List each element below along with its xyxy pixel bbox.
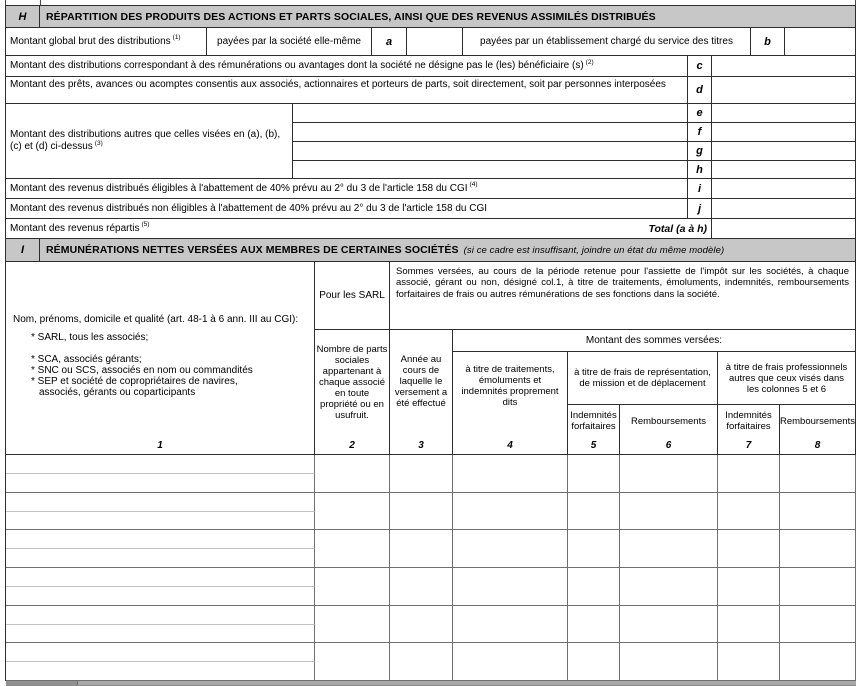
col7-label: Indemnités forfaitaires — [725, 410, 772, 432]
row-i-label — [6, 179, 688, 199]
col4-number: 4 — [507, 440, 513, 451]
member-entry-cell-col2[interactable] — [315, 455, 390, 493]
total-row-label-text: Montant des revenus répartis — [10, 222, 140, 234]
group-56-header: à titre de frais de représentation, de mission et de déplacement — [568, 352, 718, 405]
efgh-blank-g[interactable] — [293, 142, 688, 161]
member-entry-cell-col6[interactable] — [620, 455, 718, 493]
member-name-cell-upper[interactable] — [6, 455, 315, 474]
letter-c: c — [688, 56, 712, 77]
col1-item-sarl: * SARL, tous les associés; — [31, 332, 149, 343]
letter-h: h — [688, 161, 712, 179]
col8-header — [780, 405, 856, 455]
member-name-cell-lower[interactable] — [6, 587, 315, 606]
total-row-ref: (5) — [141, 221, 150, 229]
col6-label: Remboursements — [631, 416, 706, 427]
letter-g: g — [688, 142, 712, 161]
col3-label: Année au cours de laquelle le versement a été effectué — [394, 354, 448, 409]
member-name-cell-upper[interactable] — [6, 493, 315, 512]
member-entry-cell-col6[interactable] — [620, 493, 718, 530]
member-entry-cell-col2[interactable] — [315, 606, 390, 643]
col1-item-sca: * SCA, associés gérants; — [31, 354, 142, 365]
efgh-group-label — [6, 104, 293, 179]
member-name-cell-upper[interactable] — [6, 530, 315, 549]
row-ab-label-text: Montant global brut des distributions — [10, 35, 171, 47]
value-cell-f[interactable] — [712, 123, 856, 142]
member-name-cell-upper[interactable] — [6, 643, 315, 662]
efgh-group-ref: (3) — [94, 139, 103, 147]
member-entry-cell-col5[interactable] — [568, 568, 620, 606]
paid-by-company-label: payées par la société elle-même — [207, 28, 372, 56]
col1-number: 1 — [157, 440, 163, 451]
member-entry-cell-col3[interactable] — [390, 606, 453, 643]
col1-item-snc: * SNC ou SCS, associés en nom ou commandités — [31, 365, 253, 376]
row-i-ref: (4) — [469, 181, 478, 189]
row-j-label: Montant des revenus distribués non éligibles à l'abattement de 40% prévu au 2° du 3 de l'article 158 du CGI — [6, 199, 688, 219]
total-caption: Total (a à h) — [648, 222, 707, 235]
value-cell-e[interactable] — [712, 104, 856, 123]
member-entry-cell-col7[interactable] — [718, 606, 780, 643]
member-entry-cell-col6[interactable] — [620, 568, 718, 606]
row-d-label: Montant des prêts, avances ou acomptes consentis aux associés, actionnaires et porteurs de parts, soit directement, soit par personnes interposées — [6, 77, 688, 104]
member-entry-cell-col7[interactable] — [718, 568, 780, 606]
member-name-cell-lower[interactable] — [6, 662, 315, 681]
col7-number: 7 — [745, 440, 752, 451]
sommes-versees-paragraph: Sommes versées, au cours de la période retenue pour l'assiette de l'impôt sur les sociétés, à chaque associé, gérant ou non, désigné col.1, à titre de traitements, émoluments, indemnités, remboursements forfaitaires de frais ou autres rémunérations de ses fonctions dans la société. — [390, 262, 856, 330]
col7-header — [718, 405, 780, 455]
member-entry-cell-col3[interactable] — [390, 643, 453, 681]
next-section-letter-box — [6, 681, 78, 685]
section-i-letter: I — [6, 239, 40, 262]
paid-by-establishment-label: payées par un établissement chargé du service des titres — [463, 28, 751, 56]
col1-item-sep: * SEP et société de copropriétaires de navires, — [31, 376, 238, 387]
section-i-title-note: (si ce cadre est insuffisant, joindre un état du même modèle) — [463, 244, 725, 256]
value-cell-d[interactable] — [712, 77, 856, 104]
col1-item-sep-cont: associés, gérants ou coparticipants — [39, 387, 196, 398]
section-i-title-text: RÉMUNÉRATIONS NETTES VERSÉES AUX MEMBRES DE CERTAINES SOCIÉTÉS — [46, 244, 459, 256]
letter-i: i — [688, 179, 712, 199]
col3-header — [390, 330, 453, 455]
member-entry-cell-col8[interactable] — [780, 455, 856, 493]
letter-b: b — [751, 28, 785, 56]
member-entry-cell-col8[interactable] — [780, 568, 856, 606]
value-cell-a[interactable] — [407, 28, 463, 56]
efgh-blank-e[interactable] — [293, 104, 688, 123]
col5-number: 5 — [590, 440, 597, 451]
row-c-label — [6, 56, 688, 77]
group-78-header: à titre de frais professionnels autres que ceux visés dans les colonnes 5 et 6 — [718, 352, 856, 405]
member-entry-cell-col2[interactable] — [315, 493, 390, 530]
prev-section-left-tick — [5, 0, 6, 5]
col4-label: à titre de traitements, émoluments et indemnités proprement dits — [461, 364, 559, 408]
col3-number: 3 — [418, 440, 424, 451]
member-entry-cell-col3[interactable] — [390, 455, 453, 493]
member-entry-cell-col8[interactable] — [780, 493, 856, 530]
section-h-letter: H — [6, 6, 40, 28]
col2-number: 2 — [349, 440, 355, 451]
member-entry-cell-col4[interactable] — [453, 455, 568, 493]
member-entry-cell-col4[interactable] — [453, 606, 568, 643]
member-entry-cell-col4[interactable] — [453, 493, 568, 530]
value-cell-b[interactable] — [785, 28, 856, 56]
member-entry-cell-col5[interactable] — [568, 643, 620, 681]
member-name-cell-lower[interactable] — [6, 512, 315, 530]
member-entry-cell-col6[interactable] — [620, 643, 718, 681]
col1-intro: Nom, prénoms, domicile et qualité (art. 48-1 à 6 ann. III au CGI): — [13, 314, 299, 325]
col5-header — [568, 405, 620, 455]
member-entry-cell-col3[interactable] — [390, 568, 453, 606]
letter-f: f — [688, 123, 712, 142]
next-section-strip — [6, 681, 856, 686]
member-entry-cell-col3[interactable] — [390, 530, 453, 568]
row-ab-label — [6, 28, 207, 56]
row-c-label-text: Montant des distributions correspondant à des rémunérations ou avantages dont la société ne désigne pas le (les) bénéficiaire (s) — [10, 60, 584, 71]
montant-sommes-band: Montant des sommes versées: — [453, 330, 856, 352]
row-ab-ref: (1) — [172, 34, 181, 42]
member-name-cell-lower[interactable] — [6, 474, 315, 493]
member-entry-cell-col8[interactable] — [780, 643, 856, 681]
member-entry-cell-col2[interactable] — [315, 643, 390, 681]
col6-header — [620, 405, 718, 455]
value-cell-j[interactable] — [712, 199, 856, 219]
member-name-cell-upper[interactable] — [6, 568, 315, 587]
section-h-title — [40, 6, 856, 28]
member-entry-cell-col7[interactable] — [718, 643, 780, 681]
member-entry-cell-col4[interactable] — [453, 530, 568, 568]
efgh-blank-h[interactable] — [293, 161, 688, 179]
member-entry-cell-col2[interactable] — [315, 530, 390, 568]
letter-a: a — [372, 28, 407, 56]
member-entry-cell-col2[interactable] — [315, 568, 390, 606]
col8-label: Remboursements — [780, 416, 855, 427]
member-name-cell-lower[interactable] — [6, 625, 315, 643]
member-entry-cell-col8[interactable] — [780, 530, 856, 568]
member-entry-cell-col7[interactable] — [718, 493, 780, 530]
prev-section-divider-tick — [40, 0, 41, 5]
col4-header — [453, 352, 568, 455]
member-name-cell-lower[interactable] — [6, 549, 315, 568]
member-entry-cell-col6[interactable] — [620, 530, 718, 568]
member-entry-cell-col5[interactable] — [568, 530, 620, 568]
row-c-ref: (2) — [585, 58, 594, 66]
col2-label: Nombre de parts sociales appartenant à chaque associé en toute propriété ou en usufruit. — [316, 344, 388, 421]
efgh-group-label-text: Montant des distributions autres que celles visées en (a), (b), (c) et (d) ci-dessus — [10, 129, 281, 152]
member-entry-cell-col6[interactable] — [620, 606, 718, 643]
letter-e: e — [688, 104, 712, 123]
col8-number: 8 — [814, 440, 821, 451]
members-col1-header — [6, 262, 315, 455]
letter-j: j — [688, 199, 712, 219]
value-cell-i[interactable] — [712, 179, 856, 199]
member-entry-cell-col5[interactable] — [568, 455, 620, 493]
member-entry-cell-col5[interactable] — [568, 606, 620, 643]
row-i-label-text: Montant des revenus distribués éligibles à l'abattement de 40% prévu au 2° du 3 de l'article 158 du CGI — [10, 182, 468, 194]
member-entry-cell-col7[interactable] — [718, 455, 780, 493]
pour-les-sarl-cell: Pour les SARL — [315, 262, 390, 330]
member-entry-cell-col4[interactable] — [453, 568, 568, 606]
col2-header — [315, 330, 390, 455]
value-cell-g[interactable] — [712, 142, 856, 161]
member-entry-cell-col4[interactable] — [453, 643, 568, 681]
col5-label: Indemnités forfaitaires — [570, 410, 617, 432]
value-cell-c[interactable] — [712, 56, 856, 77]
letter-d: d — [688, 77, 712, 104]
member-entry-cell-col3[interactable] — [390, 493, 453, 530]
total-row-label — [6, 219, 712, 239]
efgh-blank-f[interactable] — [293, 123, 688, 142]
section-h-title-text: RÉPARTITION DES PRODUITS DES ACTIONS ET PARTS SOCIALES, AINSI QUE DES REVENUS ASSIMILÉS DISTRIBUÉS — [46, 10, 656, 23]
member-entry-cell-col5[interactable] — [568, 493, 620, 530]
member-entry-cell-col8[interactable] — [780, 606, 856, 643]
section-i-title — [40, 239, 856, 262]
col6-number: 6 — [665, 440, 672, 451]
value-cell-total[interactable] — [712, 219, 856, 239]
value-cell-h[interactable] — [712, 161, 856, 179]
member-name-cell-upper[interactable] — [6, 606, 315, 625]
prev-section-right-tick — [855, 0, 856, 5]
member-entry-cell-col7[interactable] — [718, 530, 780, 568]
